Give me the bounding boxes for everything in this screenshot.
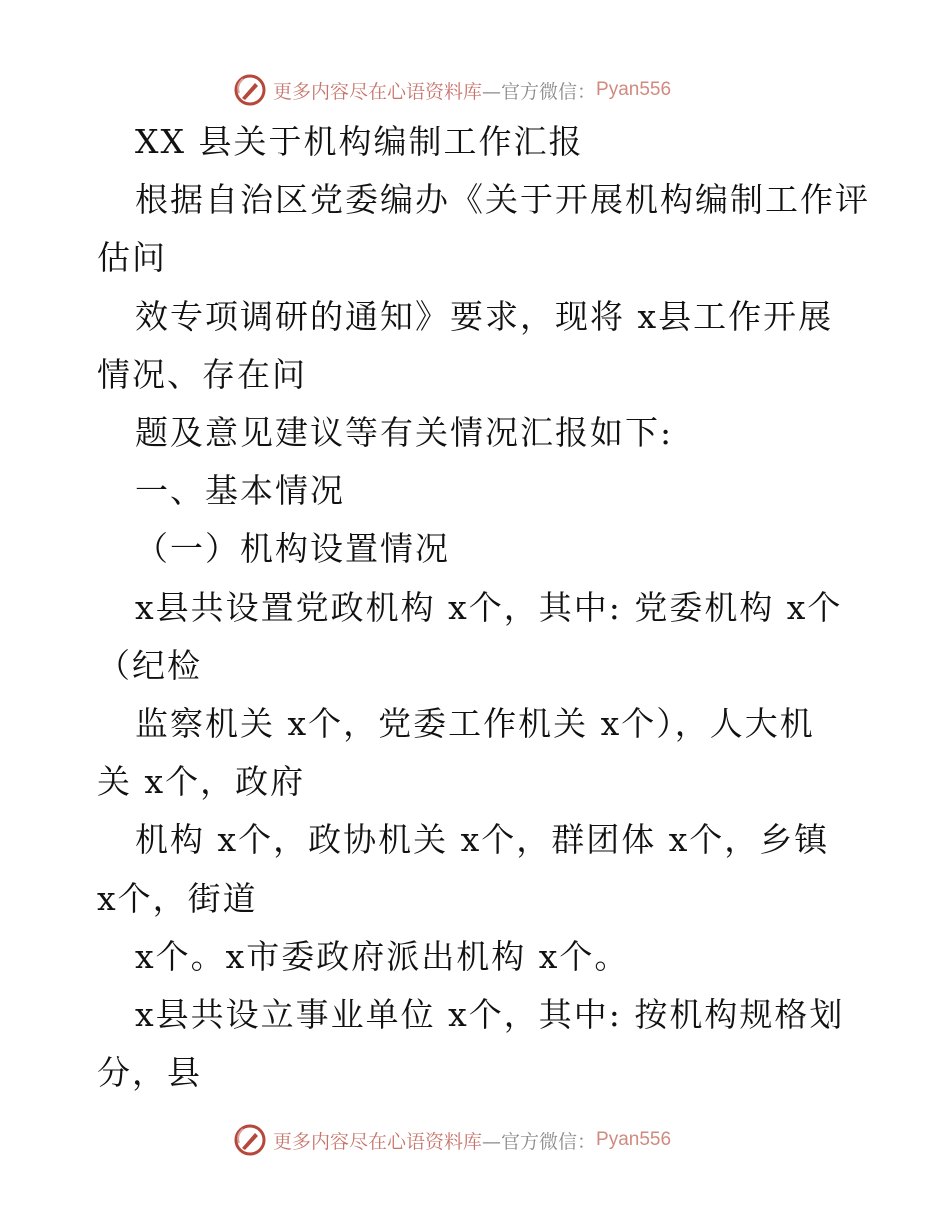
text-line: （纪检 xyxy=(97,645,202,685)
watermark-wechat-label: —官方微信： xyxy=(482,1130,597,1153)
text-line: x县共设立事业单位 x个，其中: 按机构规格划 xyxy=(135,995,845,1034)
header-watermark xyxy=(233,70,671,110)
text-line: 一、基本情况 xyxy=(135,471,345,511)
text-line: 题及意见建议等有关情况汇报如下: xyxy=(135,413,674,452)
text-line: x个。x市委政府派出机构 x个。 xyxy=(135,936,630,976)
watermark-wechat-id: Pyan556 xyxy=(596,79,672,100)
watermark-wechat-id: Pyan556 xyxy=(596,1129,672,1150)
footer-watermark xyxy=(233,1120,671,1160)
watermark-text: 更多内容尽在心语资料库 xyxy=(273,1130,483,1153)
pen-logo-icon xyxy=(233,1123,267,1157)
text-line: 监察机关 x个，党委工作机关 x个），人大机 xyxy=(135,704,815,743)
text-line: 根据自治区党委编办《关于开展机构编制工作评 xyxy=(135,180,870,220)
text-line: 分，县 xyxy=(97,1053,202,1093)
text-line: 关 x个，政府 xyxy=(97,762,306,802)
text-line: x个，街道 xyxy=(97,878,258,918)
text-line: 估问 xyxy=(97,238,167,278)
text-line: （一）机构设置情况 xyxy=(135,529,450,569)
text-line: 情况、存在问 xyxy=(97,354,307,394)
watermark-wechat-label: —官方微信： xyxy=(482,80,597,103)
watermark-text: 更多内容尽在心语资料库 xyxy=(273,80,483,103)
text-line: x县共设置党政机构 x个，其中: 党委机构 x个 xyxy=(135,587,843,627)
pen-logo-icon xyxy=(233,73,267,107)
text-line: 机构 x个，政协机关 x个，群团体 x个，乡镇 xyxy=(135,820,830,860)
text-line: 效专项调研的通知》要求，现将 x县工作开展 xyxy=(135,296,834,336)
document-title: XX 县关于机构编制工作汇报 xyxy=(135,122,584,161)
